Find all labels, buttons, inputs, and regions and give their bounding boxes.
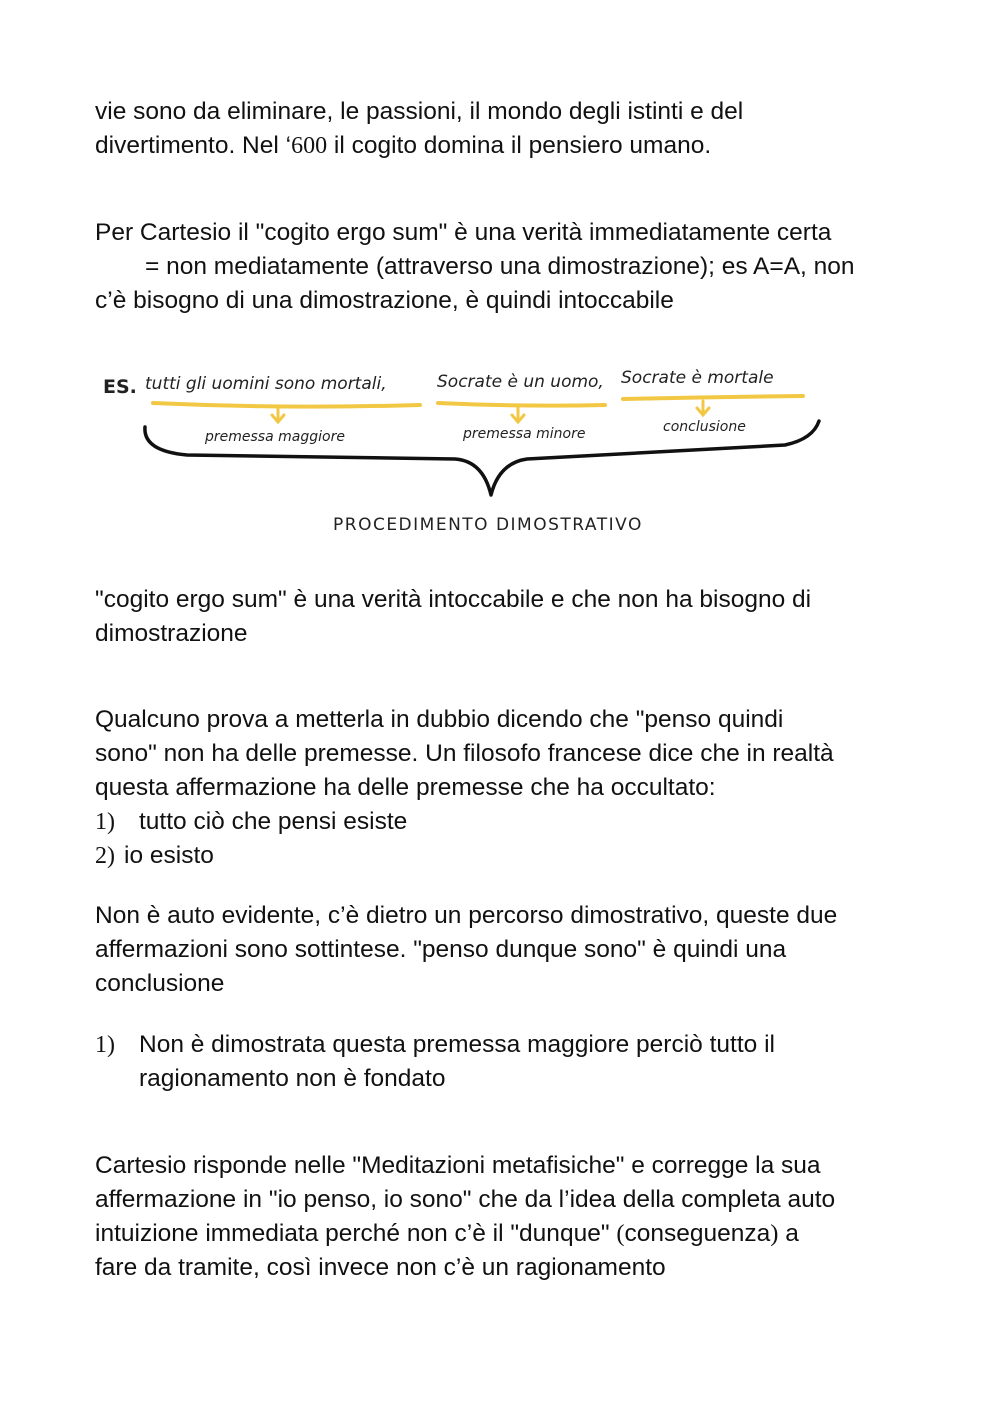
paragraph-4-line-2: sono" non ha delle premesse. Un filosofo francese dice che in realtà [95, 740, 834, 767]
procedimento-dimostrativo-label: PROCEDIMENTO DIMOSTRATIVO [333, 515, 643, 535]
highlight-underline-3 [623, 396, 803, 399]
numbered-item-line-2: ragionamento non è fondato [139, 1065, 446, 1092]
number-600: 600 [291, 133, 328, 159]
label-conclusione: conclusione [663, 419, 746, 435]
numbered-item-1 [95, 1028, 775, 1062]
premise-minor-text: Socrate è un uomo, [437, 372, 604, 392]
paragraph-3-line-2: dimostrazione [95, 620, 248, 647]
paren-close: ) [770, 1220, 779, 1247]
paragraph-3-line-1: "cogito ergo sum" è una verità intoccabile e che non ha bisogno di [95, 586, 812, 613]
highlight-underline-2 [438, 403, 605, 406]
paragraph-2-line-2: = non mediatamente (attraverso una dimostrazione); es A=A, non [145, 253, 855, 280]
arrow-down-icon [272, 407, 284, 422]
paragraph-1-line-1: vie sono da eliminare, le passioni, il mondo degli istinti e del [95, 98, 744, 125]
text-fragment: intuizione immediata perché non c’è il "dunque" [95, 1220, 617, 1247]
paragraph-7-line-4: fare da tramite, così invece non c’è un ragionamento [95, 1254, 666, 1281]
list-item-text: io esisto [124, 842, 214, 869]
paragraph-4-line-3: questa affermazione ha delle premesse che ha occultato: [95, 774, 716, 801]
paragraph-7-line-3 [95, 1217, 799, 1251]
label-premessa-maggiore: premessa maggiore [205, 429, 345, 445]
list-number: 2) [95, 843, 115, 869]
paragraph-7-line-1: Cartesio risponde nelle "Meditazioni metafisiche" e corregge la sua [95, 1152, 821, 1179]
paragraph-7-line-2: affermazione in "io penso, io sono" che da l’idea della completa auto [95, 1186, 836, 1213]
text-fragment: divertimento. Nel ‘ [95, 132, 292, 159]
list-number: 1) [95, 809, 115, 835]
highlight-underline-1 [153, 403, 420, 407]
premise-major-text: tutti gli uomini sono mortali, [145, 374, 387, 394]
paragraph-2-line-1: Per Cartesio il "cogito ergo sum" è una verità immediatamente certa [95, 219, 832, 246]
paragraph-1-line-2 [95, 129, 711, 163]
list-item-1 [95, 805, 408, 839]
syllogism-sketch [95, 355, 835, 545]
numbered-item-line-1: Non è dimostrata questa premessa maggiore perciò tutto il [139, 1031, 775, 1058]
list-number: 1) [95, 1032, 115, 1058]
conclusion-text: Socrate è mortale [621, 368, 774, 388]
paragraph-2-line-3: c’è bisogno di una dimostrazione, è quindi intoccabile [95, 287, 674, 314]
paragraph-5-line-3: conclusione [95, 970, 225, 997]
paragraph-4-line-1: Qualcuno prova a metterla in dubbio dicendo che "penso quindi [95, 706, 784, 733]
arrow-down-icon [697, 401, 709, 415]
arrow-down-icon [512, 407, 524, 422]
list-item-2 [95, 839, 214, 873]
text-fragment: a [778, 1220, 799, 1247]
list-item-text: tutto ciò che pensi esiste [139, 808, 408, 835]
label-premessa-minore: premessa minore [463, 426, 586, 442]
paren-open: ( [616, 1220, 625, 1247]
es-label: ES. [103, 376, 137, 398]
paragraph-5-line-2: affermazioni sono sottintese. "penso dunque sono" è quindi una [95, 936, 787, 963]
text-fragment: il cogito domina il pensiero umano. [327, 132, 712, 159]
text-fragment: conseguenza [624, 1220, 771, 1247]
paragraph-5-line-1: Non è auto evidente, c’è dietro un percorso dimostrativo, queste due [95, 902, 838, 929]
